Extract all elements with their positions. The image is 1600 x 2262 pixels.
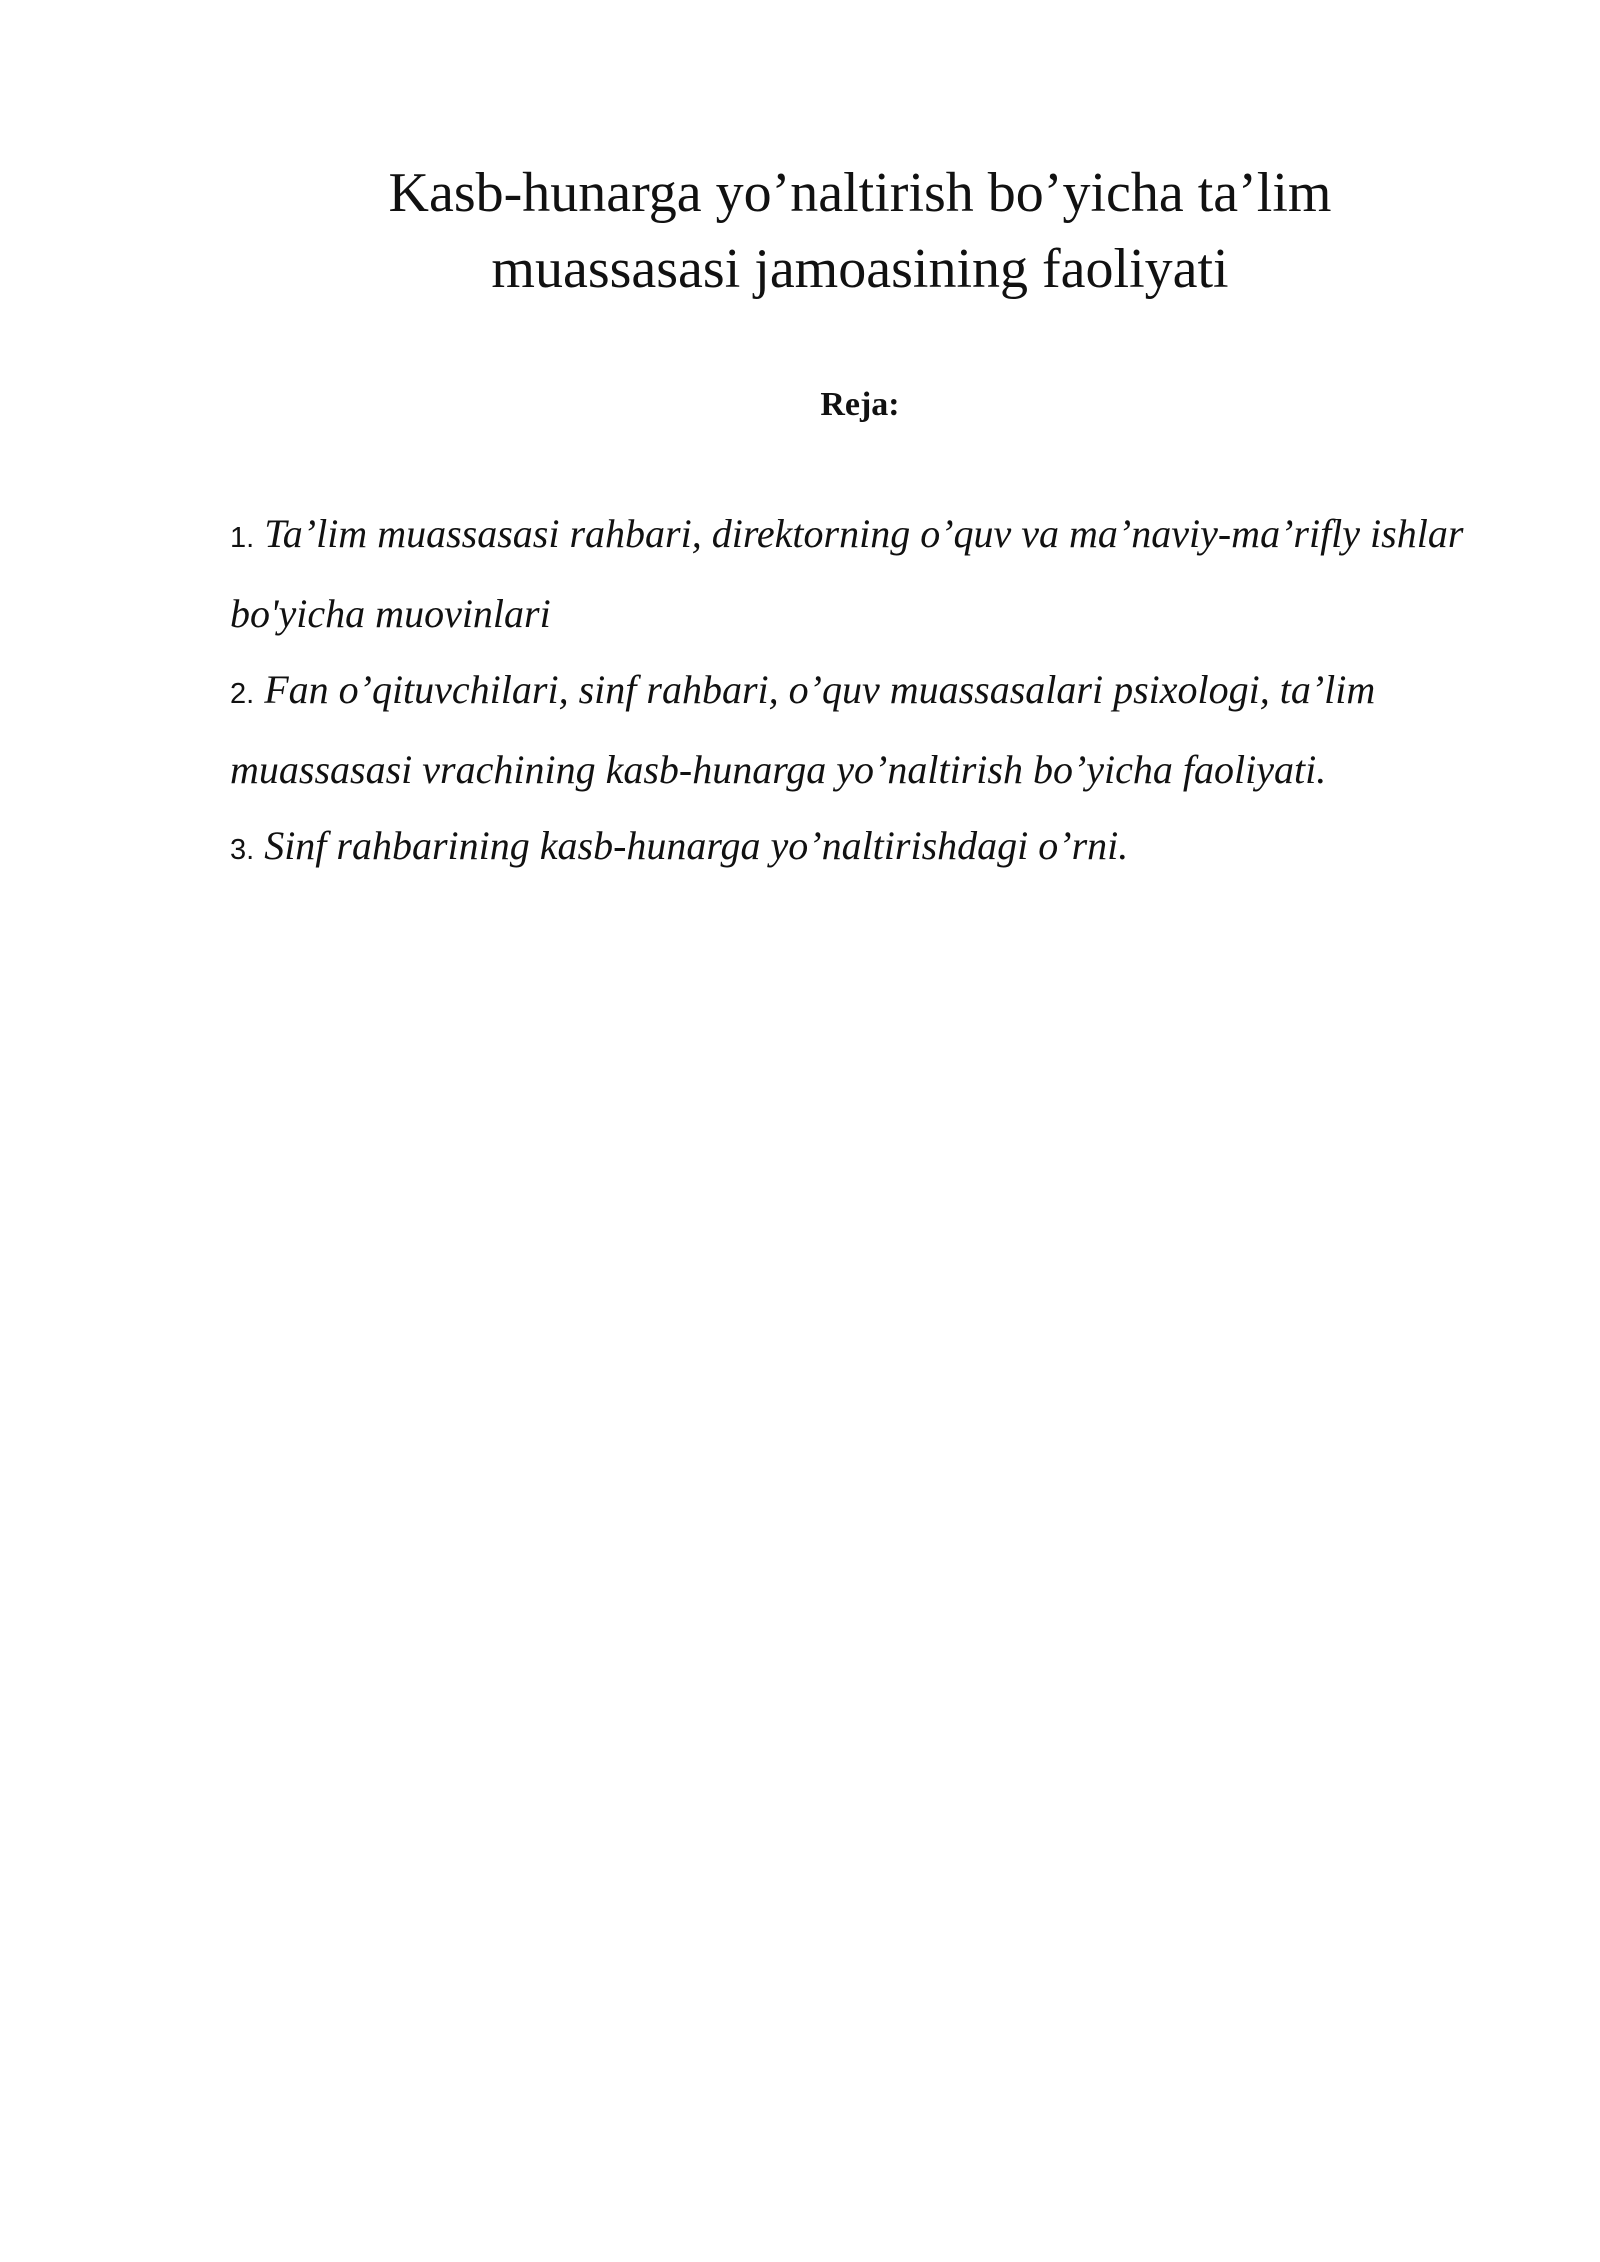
plan-item-3 <box>230 808 1480 888</box>
plan-item-text: Ta’lim muassasasi rahbari, direktorning o’quv va ma’naviy-ma’rifly ishlar bo'yicha muovinlari <box>230 511 1464 636</box>
plan-item-number: 2. <box>230 678 255 710</box>
plan-item-2 <box>230 652 1480 808</box>
plan-list <box>230 496 1480 888</box>
plan-item-number: 1. <box>230 522 255 554</box>
plan-item-text: Fan o’qituvchilari, sinf rahbari, o’quv muassasalari psixologi, ta’lim muassasasi vrachining kasb-hunarga yo’naltirish bo’yicha faoliyati. <box>230 667 1376 792</box>
plan-item-1 <box>230 496 1480 652</box>
document-title: Kasb-hunarga yo’naltirish bo’yicha ta’lim muassasasi jamoasining faoliyati <box>388 162 1332 300</box>
plan-item-text: Sinf rahbarining kasb-hunarga yo’naltirishdagi o’rni. <box>264 823 1129 868</box>
plan-item-number: 3. <box>230 834 255 866</box>
plan-heading: Reja: <box>820 386 900 423</box>
